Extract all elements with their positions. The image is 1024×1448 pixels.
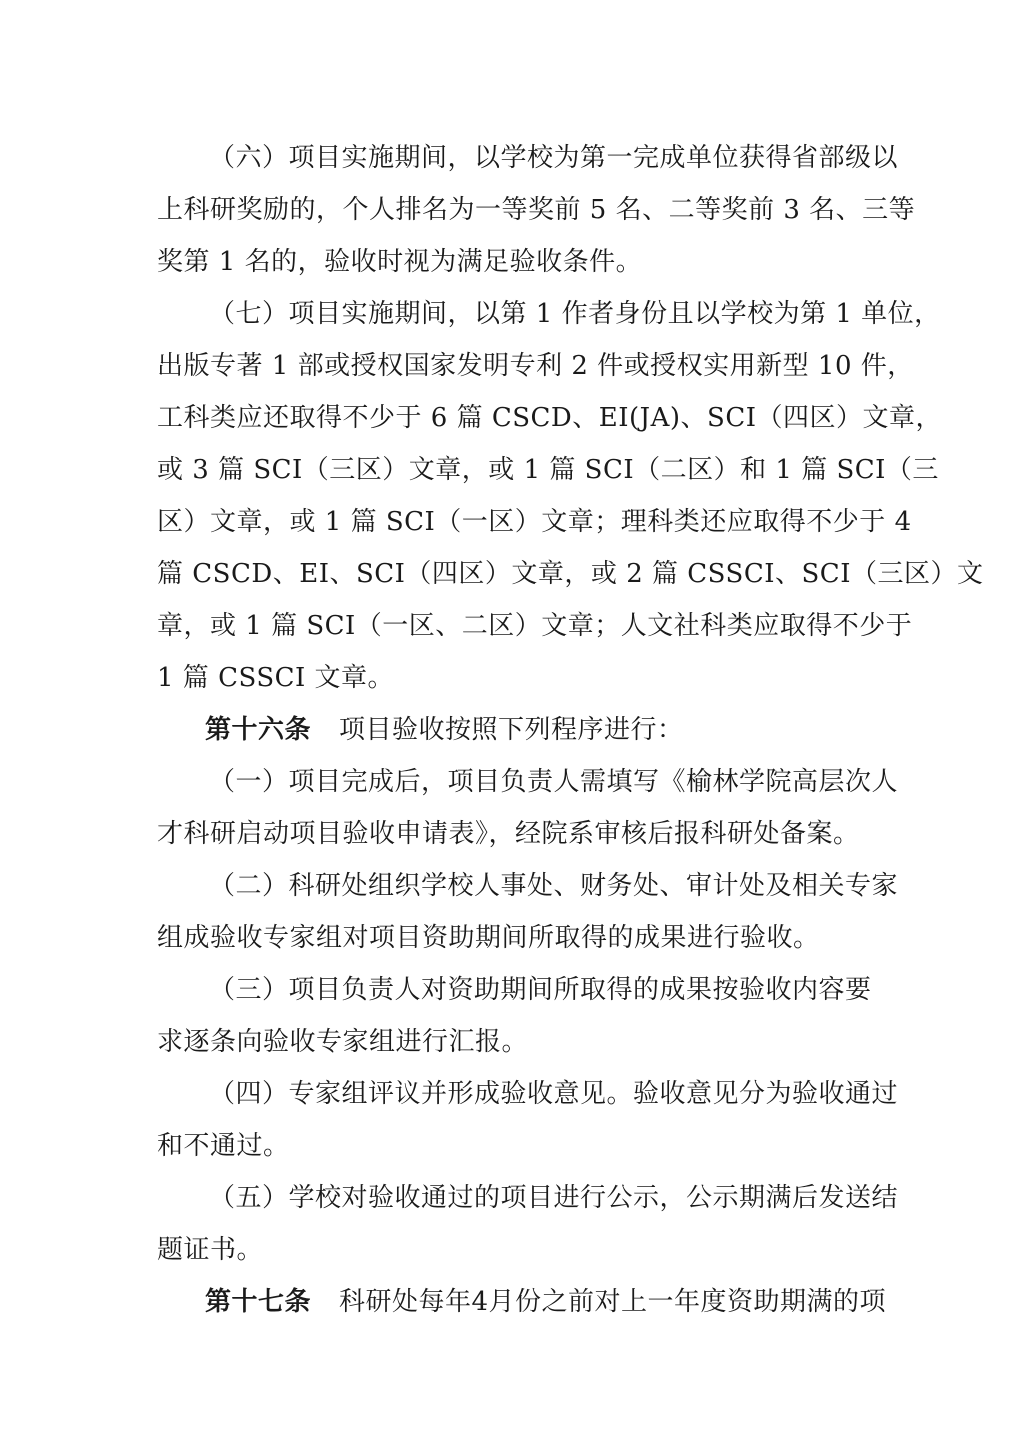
- paragraph-6-line-2: 上科研奖励的，个人排名为一等奖前 5 名、二等奖前 3 名、三等: [157, 195, 916, 225]
- paragraph-6-line-1: （六）项目实施期间，以学校为第一完成单位获得省部级以: [209, 143, 899, 173]
- paragraph-7-line-2: 出版专著 1 部或授权国家发明专利 2 件或授权实用新型 10 件，: [157, 351, 914, 381]
- step-4-line-2: 和不通过。: [157, 1131, 290, 1161]
- paragraph-7-line-3: 工科类应还取得不少于 6 篇 CSCD、EI(JA)、SCI（四区）文章，: [157, 403, 942, 433]
- step-5-line-1: （五）学校对验收通过的项目进行公示，公示期满后发送结: [209, 1183, 899, 1213]
- step-1-line-2: 才科研启动项目验收申请表》，经院系审核后报科研处备案。: [157, 819, 860, 849]
- article-16: [205, 710, 869, 750]
- step-1-line-1: （一）项目完成后，项目负责人需填写《榆林学院高层次人: [209, 767, 899, 797]
- step-4-line-1: （四）专家组评议并形成验收意见。验收意见分为验收通过: [209, 1079, 899, 1109]
- paragraph-7-line-5: 区）文章，或 1 篇 SCI（一区）文章；理科类还应取得不少于 4: [157, 507, 912, 537]
- article-16-label: 第十六条: [205, 715, 312, 745]
- paragraph-7-line-1: （七）项目实施期间，以第 1 作者身份且以学校为第 1 单位，: [209, 299, 941, 329]
- article-17: [205, 1282, 887, 1322]
- step-2-line-1: （二）科研处组织学校人事处、财务处、审计处及相关专家: [209, 871, 899, 901]
- article-17-label: 第十七条: [205, 1287, 312, 1317]
- step-5-line-2: 题证书。: [157, 1235, 264, 1265]
- paragraph-7-line-6: 篇 CSCD、EI、SCI（四区）文章，或 2 篇 CSSCI、SCI（三区）文: [157, 559, 984, 589]
- article-17-text: 科研处每年4月份之前对上一年度资助期满的项: [339, 1287, 887, 1317]
- step-3-line-2: 求逐条向验收专家组进行汇报。: [157, 1027, 529, 1057]
- paragraph-6-line-3: 奖第 1 名的，验收时视为满足验收条件。: [157, 247, 643, 277]
- paragraph-7-line-4: 或 3 篇 SCI（三区）文章，或 1 篇 SCI（二区）和 1 篇 SCI（三: [157, 455, 939, 485]
- paragraph-7-line-8: 1 篇 CSSCI 文章。: [157, 663, 395, 693]
- step-2-line-2: 组成验收专家组对项目资助期间所取得的成果进行验收。: [157, 923, 820, 953]
- step-3-line-1: （三）项目负责人对资助期间所取得的成果按验收内容要: [209, 975, 872, 1005]
- article-16-text: 项目验收按照下列程序进行：: [339, 715, 684, 745]
- paragraph-7-line-7: 章，或 1 篇 SCI（一区、二区）文章；人文社科类应取得不少于: [157, 611, 913, 641]
